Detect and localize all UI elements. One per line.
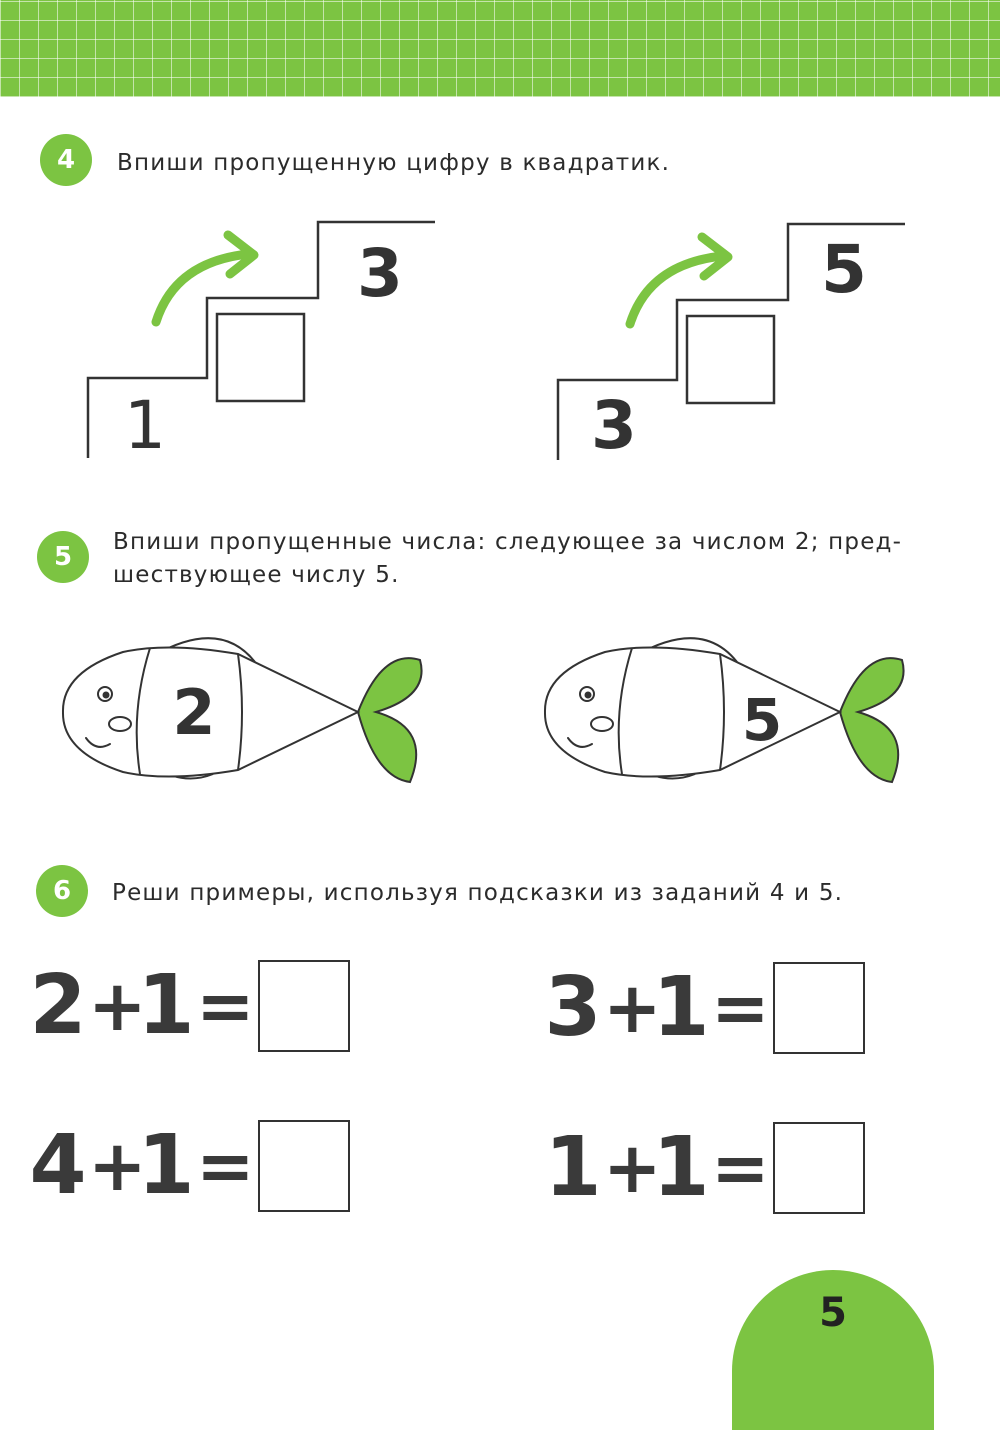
equals-sign: =	[196, 964, 255, 1047]
fish-number: 2	[172, 676, 216, 749]
stair-number-bottom: 1	[124, 387, 166, 464]
arrow-icon	[156, 254, 248, 322]
stair-number-top: 5	[821, 231, 867, 308]
equation-1	[28, 958, 350, 1053]
equation-3	[28, 1118, 350, 1213]
answer-box[interactable]	[773, 1122, 865, 1214]
plus-sign: +	[603, 966, 662, 1049]
plus-sign: +	[88, 964, 147, 1047]
task-5-badge	[37, 531, 89, 583]
stairs-2	[550, 212, 920, 472]
equation-operand-b: 1	[652, 1120, 710, 1215]
equation-operand-b: 1	[652, 960, 710, 1055]
equation-operand-a: 3	[544, 960, 602, 1055]
stairs-1	[80, 210, 450, 470]
fish-number: 5	[741, 686, 783, 754]
equals-sign: =	[711, 1126, 770, 1209]
equation-operand-b: 1	[137, 1118, 195, 1213]
answer-box[interactable]	[258, 1120, 350, 1212]
answer-box[interactable]	[687, 316, 774, 403]
page-number: 5	[819, 1290, 847, 1336]
equation-4	[543, 1120, 865, 1215]
plus-sign: +	[88, 1124, 147, 1207]
fish-2	[540, 628, 920, 788]
equation-operand-a: 4	[29, 1118, 87, 1213]
task-6-number: 6	[52, 876, 72, 906]
task-5-instruction-line-2: шествующее числу 5.	[113, 562, 400, 588]
equation-operand-a: 2	[29, 958, 87, 1053]
equation-2	[543, 960, 865, 1055]
equation-operand-b: 1	[137, 958, 195, 1053]
equals-sign: =	[196, 1124, 255, 1207]
task-4-badge	[40, 134, 92, 186]
fish-1	[58, 628, 438, 788]
task-5-instruction-line-1: Впиши пропущенные числа: следующее за числом 2; пред-	[113, 529, 903, 555]
stair-number-bottom: 3	[591, 387, 637, 464]
header-grid-banner	[0, 0, 1000, 97]
task-4-number: 4	[56, 145, 76, 175]
answer-box[interactable]	[773, 962, 865, 1054]
answer-box[interactable]	[258, 960, 350, 1052]
task-4-instruction: Впиши пропущенную цифру в квадратик.	[117, 150, 671, 176]
answer-box[interactable]	[217, 314, 304, 401]
equals-sign: =	[711, 966, 770, 1049]
plus-sign: +	[603, 1126, 662, 1209]
task-6-instruction: Реши примеры, используя подсказки из заданий 4 и 5.	[112, 880, 844, 906]
task-5-number: 5	[53, 542, 73, 572]
task-6-badge	[36, 865, 88, 917]
stair-number-top: 3	[357, 235, 403, 312]
equation-operand-a: 1	[544, 1120, 602, 1215]
